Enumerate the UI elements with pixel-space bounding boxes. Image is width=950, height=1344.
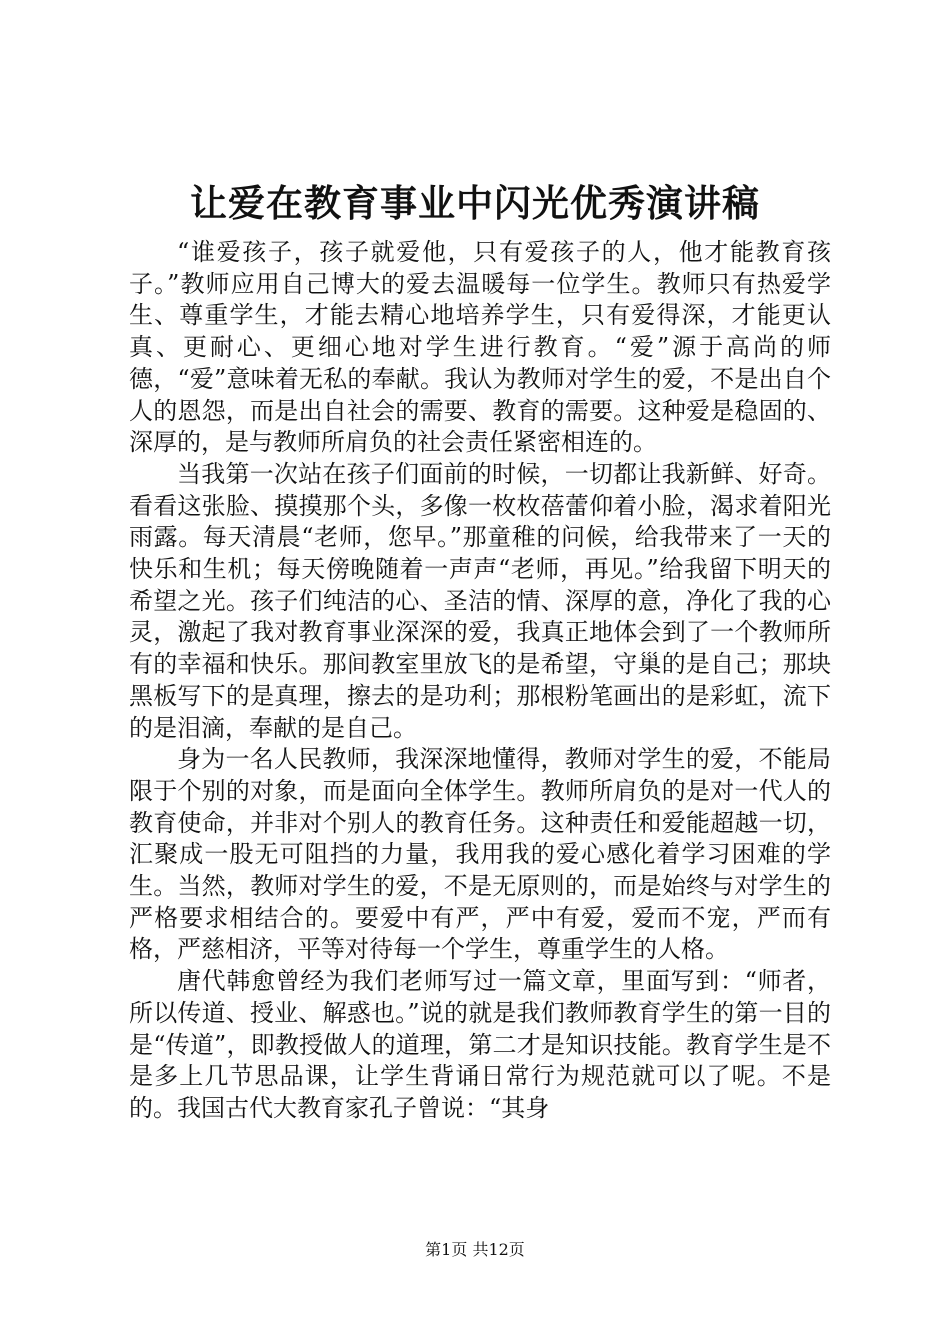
page-footer: 第1页 共12页 [425,1240,525,1259]
paragraph: “谁爱孩子，孩子就爱他，只有爱孩子的人，他才能教育孩子。”教师应用自己博大的爱去温暖每一位学生。教师只有热爱学生、尊重学生，才能去精心地培养学生，只有爱得深，才能更认真、更耐心、更细心地对学生进行教育。“爱”源于高尚的师德，“爱”意味着无私的奉献。我认为教师对学生的爱，不是出自个人的恩怨，而是出自社会的需要、教育的需要。这种爱是稳固的、深厚的，是与教师所肩负的社会责任紧密相连的。 [129,238,831,457]
paragraph: 身为一名人民教师，我深深地懂得，教师对学生的爱，不能局限于个别的对象，而是面向全体学生。教师所肩负的是对一代人的教育使命，并非对个别人的教育任务。这种责任和爱能超越一切，汇聚成一股无可阻挡的力量，我用我的爱心感化着学习困难的学生。当然，教师对学生的爱，不是无原则的，而是始终与对学生的严格要求相结合的。要爱中有严，严中有爱，爱而不宠，严而有格，严慈相济，平等对待每一个学生，尊重学生的人格。 [129,745,831,964]
paragraph: 唐代韩愈曾经为我们老师写过一篇文章，里面写到：“师者，所以传道、授业、解惑也。”说的就是我们教师教育学生的第一目的是“传道”，即教授做人的道理，第二才是知识技能。教育学生是不是多上几节思品课，让学生背诵日常行为规范就可以了呢。不是的。我国古代大教育家孔子曾说：“其身 [129,967,831,1122]
document-title: 让爱在教育事业中闪光优秀演讲稿 [190,182,760,225]
document-body [129,237,831,1185]
paragraph: 当我第一次站在孩子们面前的时候，一切都让我新鲜、好奇。看看这张脸、摸摸那个头，多像一枚枚蓓蕾仰着小脸，渴求着阳光雨露。每天清晨“老师，您早。”那童稚的问候，给我带来了一天的快乐和生机；每天傍晚随着一声声“老师，再见。”给我留下明天的希望之光。孩子们纯洁的心、圣洁的情、深厚的意，净化了我的心灵，激起了我对教育事业深深的爱，我真正地体会到了一个教师所有的幸福和快乐。那间教室里放飞的是希望，守巢的是自己；那块黑板写下的是真理，擦去的是功利；那根粉笔画出的是彩虹，流下的是泪滴，奉献的是自己。 [129,459,831,742]
